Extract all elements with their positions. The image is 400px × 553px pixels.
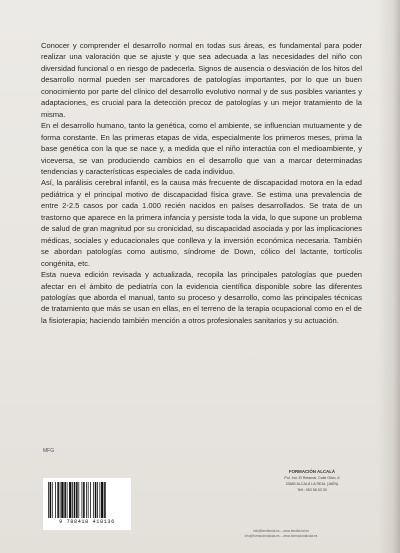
publisher-name: FORMACIÓN ALCALÁ bbox=[288, 469, 336, 474]
contact-links bbox=[200, 529, 362, 539]
barcode-bar bbox=[64, 482, 66, 518]
paragraph-3: Así, la parálisis cerebral infantil, es la causa más frecuente de discapacidad motora en la edad pediátrica y el principal motivo de discapacidad física grave. Se estima una prevalencia de entre 2-2.5 casos por cada 1.000 recién nacidos en países desarrollados. Se trata de un trastorno que aparece en la primera infancia y persiste toda la vida, lo que supone un problema de salud de gran magnitud por su cronicidad, su discapacidad asociada y por las implicaciones médicas, sociales y educacionales que conlleva y la inversión económica necesaria. También se abordan patologías como autismo, síndrome de Down, cólico del lactante, tortícolis congénita, etc. bbox=[41, 178, 362, 268]
barcode-bar bbox=[55, 482, 56, 518]
barcode-bar bbox=[101, 482, 103, 518]
barcode-bar bbox=[60, 482, 61, 518]
barcode-bar bbox=[93, 482, 94, 518]
paragraph-4: Esta nueva edición revisada y actualizada, recopila las principales patologías que pueden afectar en el ámbito de pediatría con la evidencia científica disponible sobre las diferentes patologías que aborda el manual, tanto su proceso y desarrollo, como las principales técnicas de tratamiento que más se usan en ellas, en el terreno de la terapia ocupacional como en el de la fisioterapia; haciendo también mención a otros profesionales sanitarios y su actuación. bbox=[41, 270, 362, 325]
publisher-address-2: 23680 ALCALÁ LA REAL (JAÉN) bbox=[285, 482, 339, 486]
publisher-phone: Telf.: 953 58 53 30 bbox=[297, 488, 327, 492]
publisher-address-1: Pol. Ind. El Retamal. Calle Olivo, 6 bbox=[284, 476, 340, 480]
barcode-bar bbox=[78, 482, 79, 518]
barcode-bars bbox=[48, 482, 126, 518]
barcode-bar bbox=[61, 482, 63, 518]
barcode-bar bbox=[83, 482, 85, 518]
barcode-bar bbox=[69, 482, 71, 518]
publisher-block bbox=[264, 469, 360, 493]
barcode-bar bbox=[67, 482, 68, 518]
barcode-bar bbox=[57, 482, 59, 518]
mfg-label: MFG bbox=[43, 448, 55, 454]
barcode-bar bbox=[50, 482, 52, 518]
barcode-bar bbox=[99, 482, 100, 518]
paragraph-2: En el desarrollo humano, tanto la genética, como el ambiente, se influencian mutuamente y de forma constante. En las primeras etapas de vida, especialmente los primeros meses, prima la base genética con la que se nace y, a medida que el niño interactúa con el medioambiente, y viceversa, se van produciendo cambios en el desarrollo que van a marcar determinadas tendencias y características especiales de cada individuo. bbox=[41, 121, 362, 176]
isbn-barcode bbox=[43, 478, 131, 530]
blurb-text bbox=[41, 40, 362, 326]
barcode-bar bbox=[95, 482, 97, 518]
barcode-bar bbox=[76, 482, 78, 518]
barcode-bar bbox=[82, 482, 83, 518]
isbn-number: 9 788418 418136 bbox=[59, 519, 115, 525]
barcode-bar bbox=[74, 482, 76, 518]
paragraph-1: Conocer y comprender el desarrollo normal en todas sus áreas, es fundamental para poder realizar una valoración que se ajuste y que sea adecuada a las necesidades del niño con diversidad funcional o en riesgo de padecerla. Signos de ausencia o desviación de los hitos del desarrollo normal pueden ser marcadores de patologías importantes, por lo que un buen conocimiento por parte del clínico del desarrollo evolutivo normal y de sus posibles variantes y adaptaciones, es crucial para la detección precoz de patologías y un mejor tratamiento de la misma. bbox=[41, 41, 362, 119]
page-edge-shadow bbox=[378, 0, 400, 553]
barcode-bar bbox=[104, 482, 106, 518]
barcode-bar bbox=[86, 482, 87, 518]
barcode-bar bbox=[52, 482, 53, 518]
contact-line-1: info@faeditorial.es – www.faeditorial.es bbox=[253, 529, 309, 533]
contact-line-2: info@formacionalcala.es – www.formacionalcala.es bbox=[244, 533, 318, 538]
barcode-bar bbox=[90, 482, 91, 518]
barcode-bar bbox=[97, 482, 98, 518]
barcode-bar bbox=[72, 482, 73, 518]
barcode-bar bbox=[88, 482, 89, 518]
barcode-bar bbox=[48, 482, 49, 518]
